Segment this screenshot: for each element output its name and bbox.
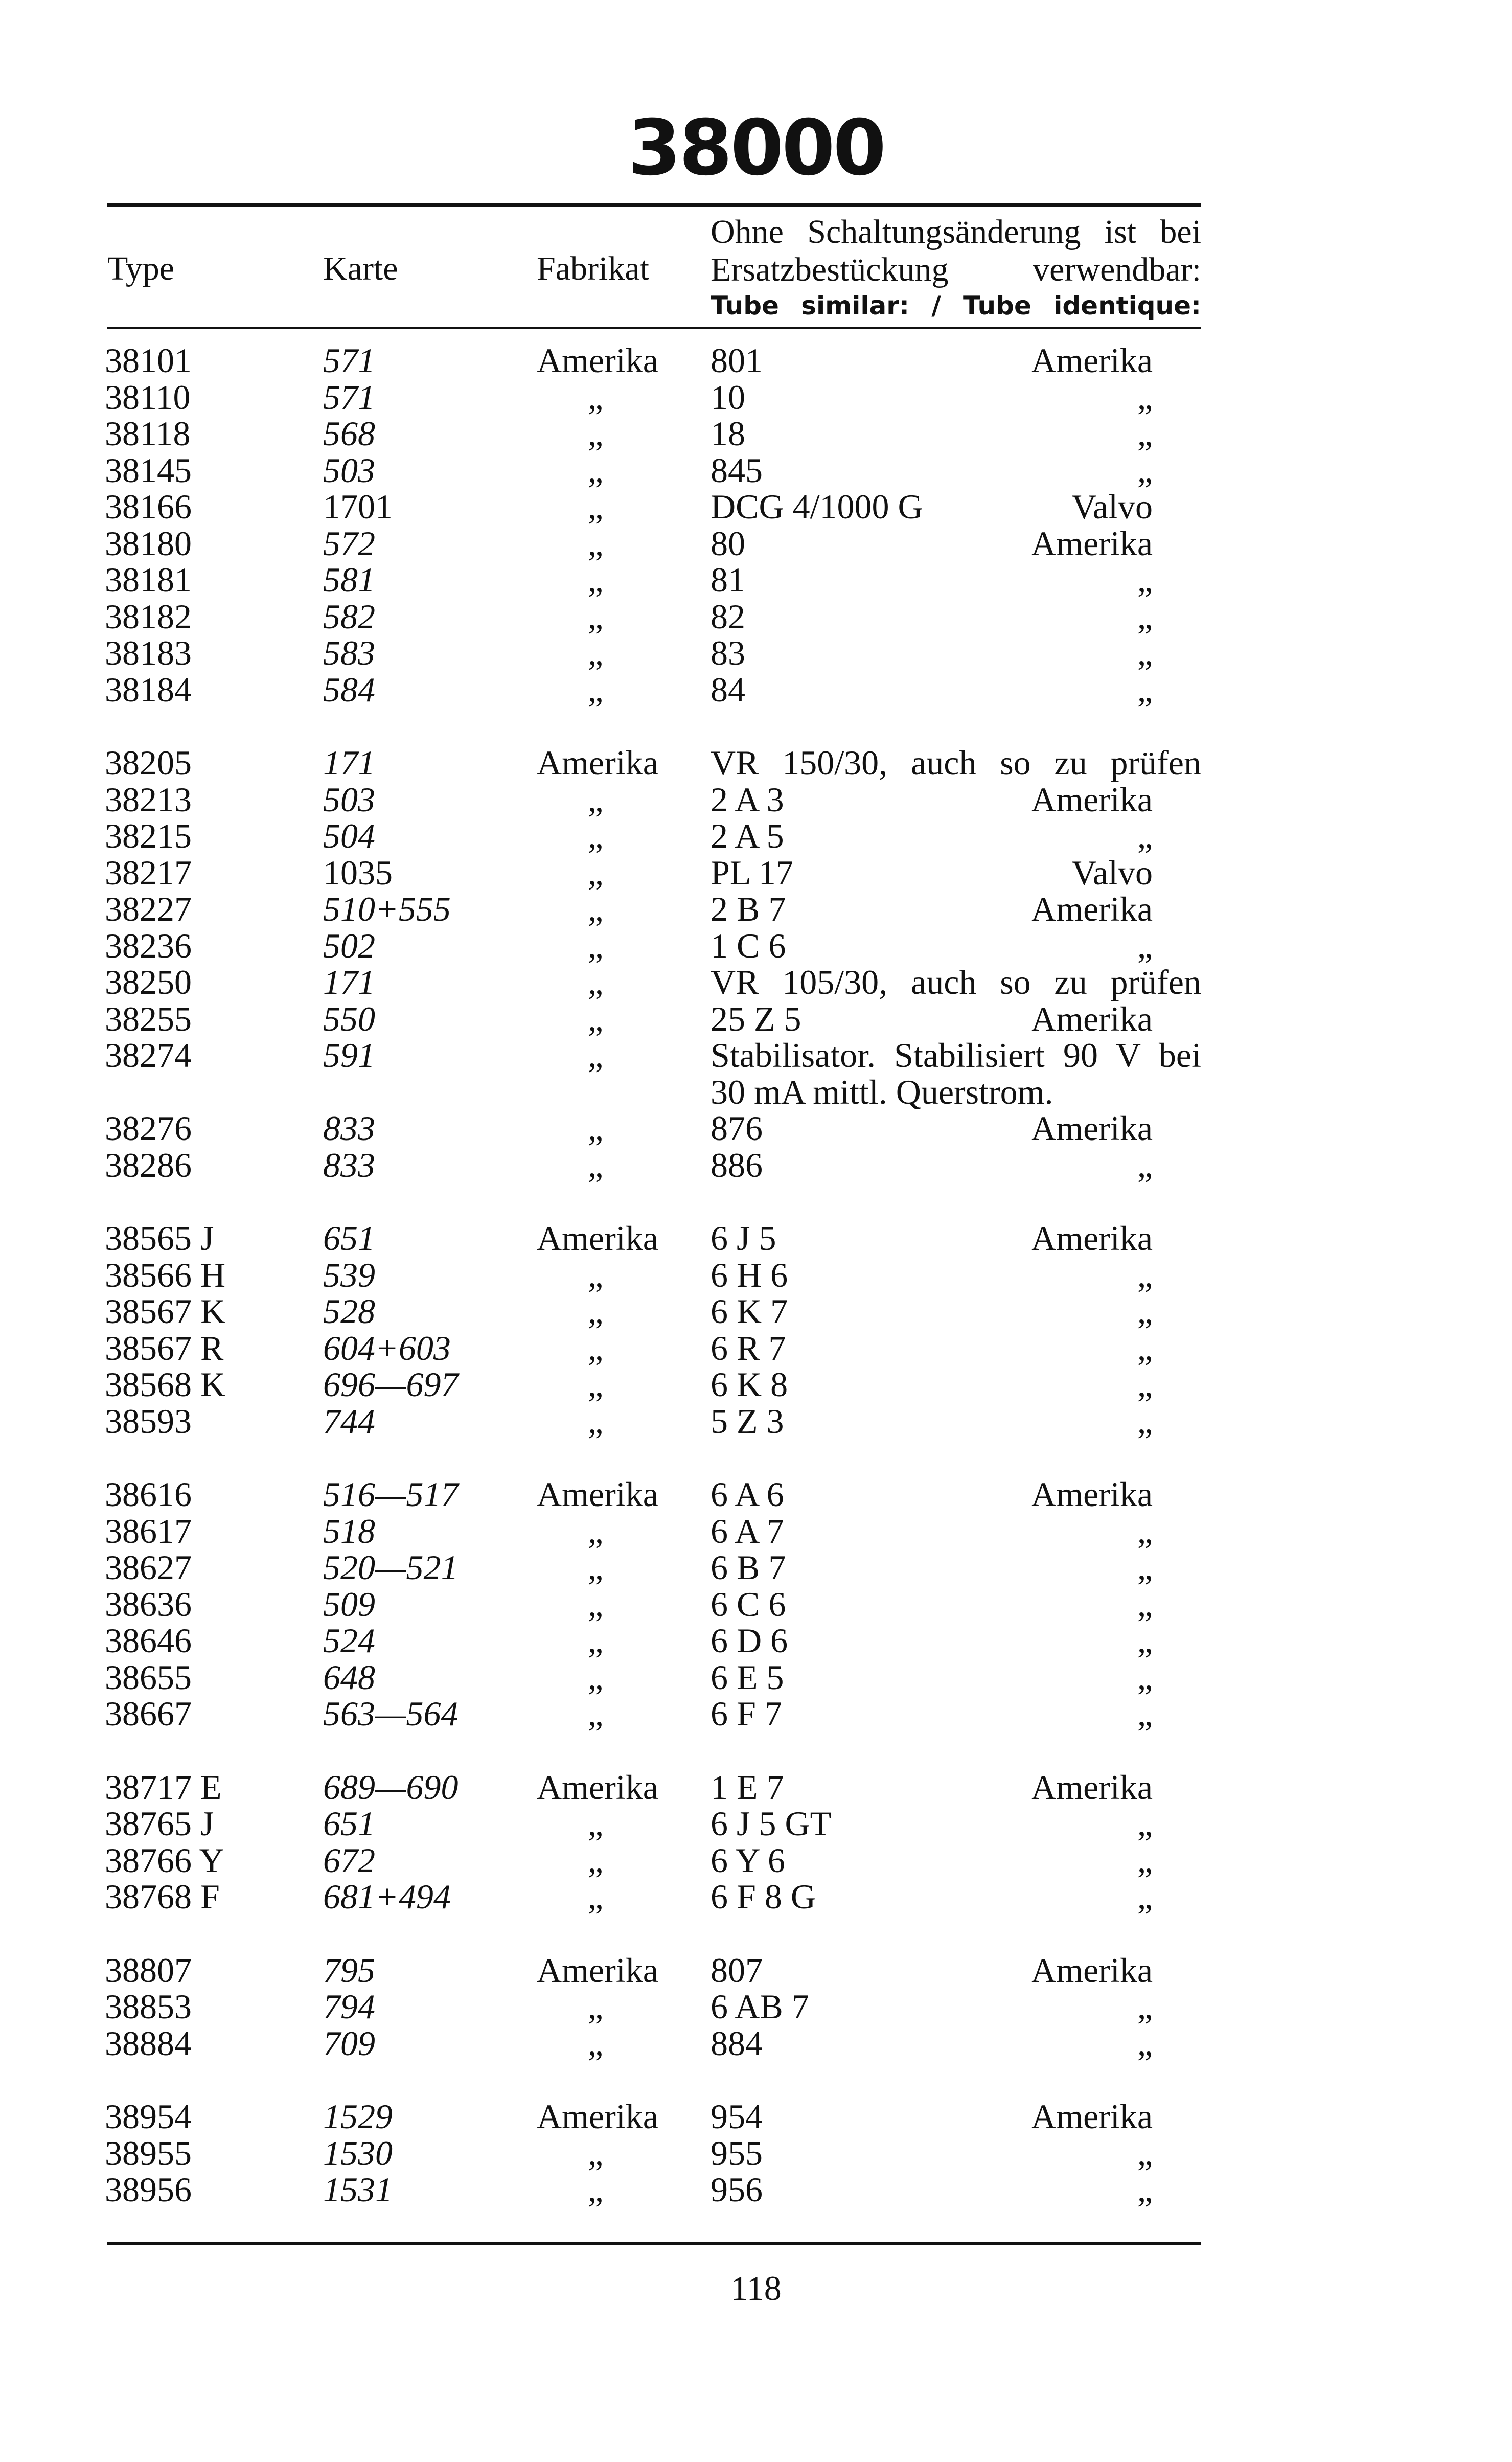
cell-type: 38616 <box>105 1475 192 1514</box>
cell-replacement: 2 A 5 <box>711 816 784 855</box>
cell-maker: „ <box>1137 1401 1153 1441</box>
cell-fabrikat: „ <box>587 1584 604 1624</box>
cell-replacement: 25 Z 5 <box>711 999 801 1038</box>
header-fabrikat: Fabrikat <box>537 250 649 287</box>
cell-karte: 571 <box>323 341 375 380</box>
cell-replacement: 1 C 6 <box>711 926 786 965</box>
cell-fabrikat: „ <box>587 1621 604 1660</box>
cell-type: 38213 <box>105 780 192 819</box>
cell-type: 38182 <box>105 597 192 636</box>
bottom-rule <box>107 2242 1201 2245</box>
cell-type: 38101 <box>105 341 192 380</box>
cell-maker: „ <box>1137 1255 1153 1294</box>
table-row <box>0 379 1512 416</box>
table-group <box>0 1220 1512 1440</box>
cell-karte: 583 <box>323 633 375 672</box>
cell-replacement: 18 <box>711 414 745 453</box>
table-row <box>0 2135 1512 2172</box>
cell-fabrikat: „ <box>587 1328 604 1367</box>
cell-karte: 509 <box>323 1584 375 1624</box>
cell-type: 38276 <box>105 1109 192 1148</box>
cell-replacement: 6 J 5 GT <box>711 1804 832 1843</box>
cell-maker: „ <box>1137 816 1153 855</box>
table-row <box>0 818 1512 855</box>
table-row <box>0 1989 1512 2025</box>
cell-karte: 1529 <box>323 2097 393 2136</box>
table-row <box>0 1001 1512 1038</box>
cell-karte: 539 <box>323 1255 375 1294</box>
table-row <box>0 1476 1512 1513</box>
cell-replacement: 81 <box>711 560 745 599</box>
cell-karte: 833 <box>323 1109 375 1148</box>
cell-maker: Amerika <box>1031 1950 1153 1990</box>
cell-replacement: 2 B 7 <box>711 890 786 928</box>
cell-replacement <box>711 1037 1201 1110</box>
cell-replacement: 6 D 6 <box>711 1621 788 1660</box>
table-row <box>0 1037 1512 1110</box>
cell-type: 38184 <box>105 670 192 709</box>
cell-fabrikat: „ <box>587 1109 604 1148</box>
table-row <box>0 964 1512 1001</box>
cell-type: 38286 <box>105 1145 192 1184</box>
cell-type: 38765 J <box>105 1804 214 1843</box>
cell-maker: Amerika <box>1031 1109 1153 1148</box>
cell-replacement: 6 K 7 <box>711 1292 788 1331</box>
table-row <box>0 562 1512 599</box>
cell-karte: 572 <box>323 523 375 563</box>
cell-fabrikat: „ <box>587 2023 604 2063</box>
table-group <box>0 343 1512 708</box>
table-row <box>0 1513 1512 1550</box>
cell-type: 38627 <box>105 1548 192 1587</box>
cell-maker: Amerika <box>1031 523 1153 563</box>
cell-maker: Amerika <box>1031 341 1153 380</box>
cell-replacement: 80 <box>711 523 745 563</box>
cell-karte: 604+603 <box>323 1328 451 1367</box>
cell-type: 38884 <box>105 2023 192 2063</box>
cell-karte: 651 <box>323 1804 375 1843</box>
table-row <box>0 1110 1512 1147</box>
cell-maker: „ <box>1137 2023 1153 2063</box>
cell-maker: „ <box>1137 1987 1153 2026</box>
cell-maker: „ <box>1137 1365 1153 1404</box>
header-karte: Karte <box>323 250 398 287</box>
top-rule <box>107 203 1201 207</box>
cell-replacement: 845 <box>711 450 763 490</box>
cell-type: 38180 <box>105 523 192 563</box>
table-group <box>0 2099 1512 2208</box>
cell-maker: Amerika <box>1031 1219 1153 1258</box>
cell-karte: 568 <box>323 414 375 453</box>
cell-fabrikat: „ <box>587 1657 604 1697</box>
cell-fabrikat: „ <box>587 2170 604 2209</box>
cell-fabrikat: „ <box>587 377 604 417</box>
cell-replacement: 6 J 5 <box>711 1219 776 1258</box>
cell-karte: 563—564 <box>323 1694 459 1733</box>
cell-karte: 1530 <box>323 2133 393 2173</box>
cell-type: 38766 Y <box>105 1840 224 1880</box>
cell-fabrikat: Amerika <box>537 1950 658 1990</box>
cell-maker: „ <box>1137 1877 1153 1916</box>
cell-fabrikat: „ <box>587 926 604 965</box>
table-row <box>0 2025 1512 2062</box>
table-row <box>0 1806 1512 1842</box>
cell-replacement: 807 <box>711 1950 763 1990</box>
cell-type: 38236 <box>105 926 192 965</box>
table-row <box>0 1330 1512 1367</box>
table-row <box>0 1696 1512 1732</box>
cell-maker: „ <box>1137 560 1153 599</box>
header-rule <box>107 327 1201 329</box>
cell-maker: „ <box>1137 1621 1153 1660</box>
cell-replacement: 6 F 8 G <box>711 1877 816 1916</box>
cell-replacement: 2 A 3 <box>711 780 784 819</box>
cell-fabrikat: „ <box>587 487 604 526</box>
cell-maker: „ <box>1137 1511 1153 1551</box>
cell-type: 38617 <box>105 1511 192 1551</box>
cell-type: 38646 <box>105 1621 192 1660</box>
cell-type: 38274 <box>105 1036 192 1075</box>
cell-maker: „ <box>1137 414 1153 453</box>
cell-fabrikat: „ <box>587 1804 604 1843</box>
cell-fabrikat: „ <box>587 1255 604 1294</box>
table-row <box>0 489 1512 526</box>
cell-type: 38636 <box>105 1584 192 1624</box>
cell-karte: 591 <box>323 1036 375 1075</box>
page-number: 118 <box>730 2269 782 2308</box>
cell-type: 38181 <box>105 560 192 599</box>
cell-fabrikat: Amerika <box>537 1219 658 1258</box>
cell-type: 38255 <box>105 999 192 1038</box>
cell-karte: 584 <box>323 670 375 709</box>
header-description-subtitle: Tube similar: / Tube identique: <box>711 291 1201 321</box>
cell-type: 38215 <box>105 816 192 855</box>
cell-replacement: 886 <box>711 1145 763 1184</box>
table-row <box>0 1257 1512 1294</box>
table-row <box>0 672 1512 709</box>
cell-karte: 1035 <box>323 853 393 892</box>
cell-replacement: VR 150/30, auch so zu prüfen <box>711 743 1201 782</box>
cell-fabrikat: „ <box>587 414 604 453</box>
cell-replacement: 6 F 7 <box>711 1694 782 1733</box>
cell-maker: „ <box>1137 1657 1153 1697</box>
cell-replacement: 884 <box>711 2023 763 2063</box>
cell-maker: Amerika <box>1031 2097 1153 2136</box>
tube-table <box>0 343 1512 2245</box>
cell-replacement: 6 AB 7 <box>711 1987 809 2026</box>
table-row <box>0 416 1512 452</box>
cell-replacement: 801 <box>711 341 763 380</box>
cell-fabrikat: „ <box>587 853 604 892</box>
cell-maker: „ <box>1137 377 1153 417</box>
cell-replacement: 6 Y 6 <box>711 1840 786 1880</box>
cell-type: 38166 <box>105 487 192 526</box>
cell-fabrikat: „ <box>587 523 604 563</box>
table-row <box>0 2172 1512 2208</box>
cell-karte: 502 <box>323 926 375 965</box>
cell-karte: 516—517 <box>323 1475 459 1514</box>
table-row <box>0 2099 1512 2135</box>
cell-type: 38853 <box>105 1987 192 2026</box>
cell-replacement: 6 K 8 <box>711 1365 788 1404</box>
cell-fabrikat: „ <box>587 1401 604 1441</box>
cell-fabrikat: „ <box>587 816 604 855</box>
cell-karte: 1531 <box>323 2170 393 2209</box>
table-row <box>0 1659 1512 1696</box>
cell-karte: 504 <box>323 816 375 855</box>
cell-karte: 648 <box>323 1657 375 1697</box>
cell-replacement: 10 <box>711 377 745 417</box>
cell-maker: Amerika <box>1031 999 1153 1038</box>
cell-replacement-line-1: Stabilisator. Stabilisiert 90 V bei <box>711 1036 1201 1075</box>
table-row <box>0 1952 1512 1989</box>
cell-fabrikat: „ <box>587 890 604 928</box>
cell-type: 38565 J <box>105 1219 214 1258</box>
cell-fabrikat: „ <box>587 633 604 672</box>
cell-karte: 550 <box>323 999 375 1038</box>
cell-type: 38567 K <box>105 1292 226 1331</box>
cell-karte: 651 <box>323 1219 375 1258</box>
cell-karte: 794 <box>323 1987 375 2026</box>
cell-karte: 744 <box>323 1401 375 1441</box>
cell-fabrikat: „ <box>587 780 604 819</box>
table-row <box>0 523 1512 563</box>
cell-type: 38217 <box>105 853 192 892</box>
table-row <box>0 1293 1512 1330</box>
cell-replacement: PL 17 <box>711 853 793 892</box>
cell-fabrikat: Amerika <box>537 2097 658 2136</box>
cell-maker: Amerika <box>1031 780 1153 819</box>
cell-type: 38110 <box>105 377 191 417</box>
cell-type: 38717 E <box>105 1767 222 1807</box>
cell-karte: 681+494 <box>323 1877 451 1916</box>
cell-karte: 833 <box>323 1145 375 1184</box>
cell-type: 38768 F <box>105 1877 220 1916</box>
cell-replacement: 5 Z 3 <box>711 1401 784 1441</box>
cell-replacement: 83 <box>711 633 745 672</box>
cell-type: 38568 K <box>105 1365 226 1404</box>
cell-maker: Amerika <box>1031 1767 1153 1807</box>
cell-fabrikat: „ <box>587 597 604 636</box>
cell-karte: 571 <box>323 377 375 417</box>
table-row <box>0 855 1512 892</box>
cell-karte: 528 <box>323 1292 375 1331</box>
cell-replacement: 956 <box>711 2170 763 2209</box>
cell-maker: „ <box>1137 1328 1153 1367</box>
cell-maker: „ <box>1137 633 1153 672</box>
cell-type: 38145 <box>105 450 192 490</box>
cell-maker: „ <box>1137 1804 1153 1843</box>
cell-fabrikat: „ <box>587 1292 604 1331</box>
cell-maker: Amerika <box>1031 1475 1153 1514</box>
table-row <box>0 1549 1512 1586</box>
cell-replacement: 6 B 7 <box>711 1548 786 1587</box>
header-description-line-2: Ersatzbestückung verwendbar: <box>711 251 1201 288</box>
cell-type: 38205 <box>105 743 192 782</box>
cell-fabrikat: „ <box>587 963 604 1001</box>
table-row <box>0 928 1512 965</box>
cell-karte: 503 <box>323 450 375 490</box>
cell-karte: 709 <box>323 2023 375 2063</box>
cell-fabrikat: „ <box>587 1840 604 1880</box>
cell-replacement: 6 A 7 <box>711 1511 784 1551</box>
header-description-line-1: Ohne Schaltungsänderung ist bei <box>711 213 1201 250</box>
cell-fabrikat: „ <box>587 1365 604 1404</box>
cell-replacement: 84 <box>711 670 745 709</box>
table-row <box>0 782 1512 818</box>
cell-karte: 672 <box>323 1840 375 1880</box>
cell-fabrikat: „ <box>587 1987 604 2026</box>
cell-karte: 795 <box>323 1950 375 1990</box>
cell-type: 38227 <box>105 890 192 928</box>
cell-type: 38955 <box>105 2133 192 2173</box>
table-row <box>0 745 1512 782</box>
table-row <box>0 452 1512 489</box>
cell-replacement: 6 H 6 <box>711 1255 788 1294</box>
cell-fabrikat: „ <box>587 450 604 490</box>
cell-maker: „ <box>1137 1694 1153 1733</box>
cell-maker: „ <box>1137 1292 1153 1331</box>
cell-fabrikat: „ <box>587 670 604 709</box>
cell-karte: 581 <box>323 560 375 599</box>
cell-fabrikat: „ <box>587 1036 604 1075</box>
table-group <box>0 1952 1512 2062</box>
cell-fabrikat: „ <box>587 1877 604 1916</box>
table-row <box>0 1586 1512 1623</box>
cell-maker: „ <box>1137 926 1153 965</box>
cell-replacement: 955 <box>711 2133 763 2173</box>
cell-type: 38567 R <box>105 1328 224 1367</box>
cell-maker: Valvo <box>1071 487 1153 526</box>
table-row <box>0 599 1512 635</box>
cell-fabrikat: Amerika <box>537 1475 658 1514</box>
cell-fabrikat: „ <box>587 1694 604 1733</box>
cell-replacement: 6 C 6 <box>711 1584 786 1624</box>
cell-karte: 1701 <box>323 487 393 526</box>
cell-maker: „ <box>1137 1548 1153 1587</box>
cell-type: 38954 <box>105 2097 192 2136</box>
cell-replacement: DCG 4/1000 G <box>711 487 923 526</box>
cell-fabrikat: „ <box>587 999 604 1038</box>
table-row <box>0 1220 1512 1257</box>
cell-fabrikat: „ <box>587 1548 604 1587</box>
cell-karte: 520—521 <box>323 1548 459 1587</box>
cell-fabrikat: „ <box>587 1511 604 1551</box>
table-row <box>0 343 1512 379</box>
table-group <box>0 1769 1512 1916</box>
cell-karte: 518 <box>323 1511 375 1551</box>
cell-type: 38807 <box>105 1950 192 1990</box>
cell-maker: „ <box>1137 670 1153 709</box>
cell-karte: 689—690 <box>323 1767 459 1807</box>
table-row <box>0 1623 1512 1659</box>
cell-fabrikat: „ <box>587 1145 604 1184</box>
table-row <box>0 1879 1512 1916</box>
cell-karte: 171 <box>323 963 375 1001</box>
cell-replacement: VR 105/30, auch so zu prüfen <box>711 963 1201 1001</box>
table-row <box>0 1366 1512 1403</box>
cell-replacement: 82 <box>711 597 745 636</box>
cell-maker: „ <box>1137 1840 1153 1880</box>
cell-replacement-line-2: 30 mA mittl. Querstrom. <box>711 1072 1053 1111</box>
cell-fabrikat: Amerika <box>537 743 658 782</box>
table-row <box>0 1842 1512 1879</box>
cell-fabrikat: Amerika <box>537 341 658 380</box>
cell-replacement: 6 R 7 <box>711 1328 786 1367</box>
cell-type: 38250 <box>105 963 192 1001</box>
cell-maker: „ <box>1137 2133 1153 2173</box>
cell-replacement: 876 <box>711 1109 763 1148</box>
cell-type: 38655 <box>105 1657 192 1697</box>
cell-maker: Amerika <box>1031 890 1153 928</box>
cell-maker: „ <box>1137 2170 1153 2209</box>
cell-type: 38118 <box>105 414 191 453</box>
cell-fabrikat: „ <box>587 2133 604 2173</box>
cell-maker: Valvo <box>1071 853 1153 892</box>
cell-type: 38183 <box>105 633 192 672</box>
cell-maker: „ <box>1137 1145 1153 1184</box>
header-type: Type <box>107 250 175 287</box>
cell-type: 38667 <box>105 1694 192 1733</box>
cell-fabrikat: Amerika <box>537 1767 658 1807</box>
table-row <box>0 891 1512 928</box>
cell-replacement: 954 <box>711 2097 763 2136</box>
cell-replacement: 1 E 7 <box>711 1767 784 1807</box>
table-row <box>0 1147 1512 1184</box>
table-group <box>0 1476 1512 1732</box>
page-title: 38000 <box>628 104 884 193</box>
table-group <box>0 745 1512 1183</box>
cell-karte: 503 <box>323 780 375 819</box>
cell-karte: 696—697 <box>323 1365 459 1404</box>
cell-type: 38566 H <box>105 1255 226 1294</box>
cell-maker: „ <box>1137 597 1153 636</box>
cell-type: 38593 <box>105 1401 192 1441</box>
table-row <box>0 1403 1512 1440</box>
cell-replacement: 6 E 5 <box>711 1657 784 1697</box>
cell-maker: „ <box>1137 1584 1153 1624</box>
cell-fabrikat: „ <box>587 560 604 599</box>
cell-type: 38956 <box>105 2170 192 2209</box>
cell-karte: 171 <box>323 743 375 782</box>
cell-karte: 524 <box>323 1621 375 1660</box>
cell-karte: 582 <box>323 597 375 636</box>
cell-replacement: 6 A 6 <box>711 1475 784 1514</box>
cell-maker: „ <box>1137 450 1153 490</box>
table-row <box>0 635 1512 672</box>
table-row <box>0 1769 1512 1806</box>
cell-karte: 510+555 <box>323 890 451 928</box>
